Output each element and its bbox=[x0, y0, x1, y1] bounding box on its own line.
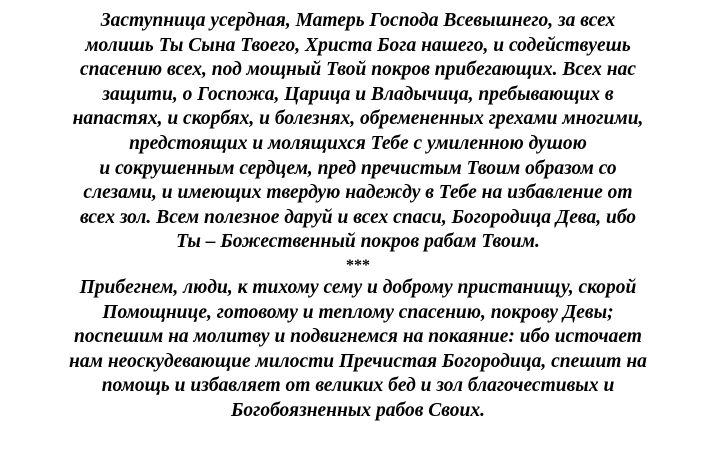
prayer-2 bbox=[20, 276, 696, 424]
prayer-text bbox=[20, 9, 696, 424]
prayer-1 bbox=[20, 9, 696, 255]
prayer-1-line: напастях, и скорбях, и болезнях, обремененных грехами многими, bbox=[72, 108, 644, 130]
prayer-2-line: нам неоскудевающие милости Пречистая Богородица, спешит на bbox=[69, 350, 647, 372]
prayer-1-line: слезами, и имеющих твердую надежду в Тебе на избавление от bbox=[83, 182, 633, 204]
prayer-1-line: предстоящих и молящихся Тебе с умиленною душою bbox=[129, 132, 587, 154]
prayer-1-line: и сокрушенным сердцем, пред пречистым Твоим образом со bbox=[99, 157, 617, 179]
prayer-2-line: помощь и избавляет от великих бед и зол благочестивых и bbox=[101, 375, 615, 397]
prayer-1-line: всех зол. Всем полезное даруй и всех спаси, Богородица Дева, ибо bbox=[79, 206, 637, 228]
prayer-2-line: Прибегнем, люди, к тихому сему и доброму пристанищу, скорой bbox=[79, 276, 637, 298]
prayer-2-line: Богобоязненных рабов Своих. bbox=[231, 399, 485, 421]
prayer-1-line: Ты – Божественный покров рабам Твоим. bbox=[176, 231, 540, 253]
section-separator: *** bbox=[346, 256, 370, 274]
prayer-1-line: молишь Ты Сына Твоего, Христа Бога нашего, и содействуешь bbox=[85, 34, 631, 56]
prayer-2-line: поспешим на молитву и подвигнемся на покаяние: ибо источает bbox=[74, 326, 642, 348]
prayer-1-line: защити, о Госпожа, Царица и Владычица, пребывающих в bbox=[102, 83, 614, 105]
prayer-2-line: Помощнице, готовому и теплому спасению, покрову Девы; bbox=[102, 301, 614, 323]
prayer-1-line: спасению всех, под мощный Твой покров прибегающих. Всех нас bbox=[79, 59, 637, 81]
prayer-1-line: Заступница усердная, Матерь Господа Всевышнего, за всех bbox=[100, 10, 616, 31]
